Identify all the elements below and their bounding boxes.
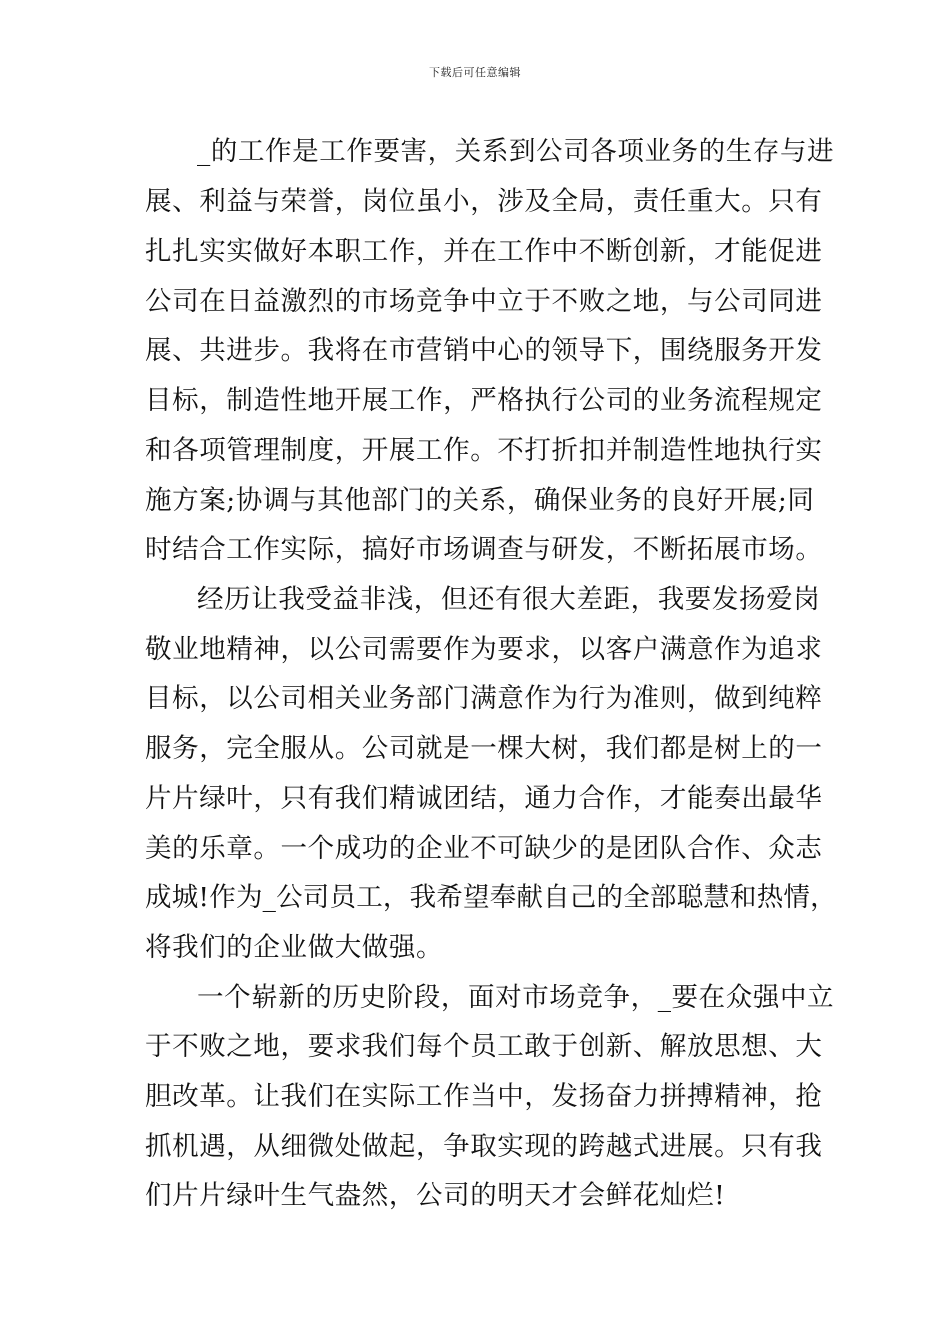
paragraph-2-line-1: 经历让我受益非浅，但还有很大差距，我要发扬爱岗 [197, 584, 821, 615]
paragraph-1-line-2: 展、利益与荣誉，岗位虽小，涉及全局，责任重大。只有 [145, 186, 823, 217]
paragraph-3-line-2: 于不败之地，要求我们每个员工敢于创新、解放思想、大 [145, 1031, 823, 1062]
paragraph-1-line-4: 公司在日益激烈的市场竞争中立于不败之地，与公司同进 [145, 286, 823, 317]
paragraph-2-line-2: 敬业地精神，以公司需要作为要求，以客户满意作为追求 [145, 634, 823, 665]
paragraph-1-line-7: 和各项管理制度，开展工作。不打折扣并制造性地执行实 [145, 435, 823, 466]
paragraph-3-line-4: 抓机遇，从细微处做起，争取实现的跨越式进展。只有我 [145, 1131, 823, 1162]
paragraph-2-line-4: 服务，完全服从。公司就是一棵大树，我们都是树上的一 [145, 733, 823, 764]
paragraph-1-line-9: 时结合工作实际，搞好市场调查与研发，不断拓展市场。 [145, 534, 823, 565]
paragraph-2-line-5: 片片绿叶，只有我们精诚团结，通力合作，才能奏出最华 [145, 783, 823, 814]
paragraph-1-line-5: 展、共进步。我将在市营销中心的领导下，围绕服务开发 [145, 335, 823, 366]
paragraph-1-line-3: 扎扎实实做好本职工作，并在工作中不断创新，才能促进 [145, 236, 823, 267]
paragraph-2-line-7: 成城!作为_公司员工，我希望奉献自己的全部聪慧和热情， [145, 882, 837, 913]
paragraph-2-line-3: 目标，以公司相关业务部门满意作为行为准则，做到纯粹 [145, 683, 823, 714]
paragraph-1-line-6: 目标，制造性地开展工作，严格执行公司的业务流程规定 [145, 385, 823, 416]
paragraph-2-line-6: 美的乐章。一个成功的企业不可缺少的是团队合作、众志 [145, 833, 823, 864]
paragraph-1-line-1: _的工作是工作要害，关系到公司各项业务的生存与进 [197, 136, 835, 167]
paragraph-3-line-3: 胆改革。让我们在实际工作当中，发扬奋力拼搏精神，抢 [145, 1081, 823, 1112]
paragraph-2-line-8: 将我们的企业做大做强。 [145, 932, 444, 963]
paragraph-3-line-1: 一个崭新的历史阶段，面对市场竞争，_要在众强中立 [197, 982, 835, 1013]
paragraph-1-line-8: 施方案;协调与其他部门的关系，确保业务的良好开展;同 [145, 485, 815, 516]
paragraph-3-line-5: 们片片绿叶生气盎然，公司的明天才会鲜花灿烂! [145, 1180, 726, 1211]
page-header: 下载后可任意编辑 [429, 66, 521, 79]
